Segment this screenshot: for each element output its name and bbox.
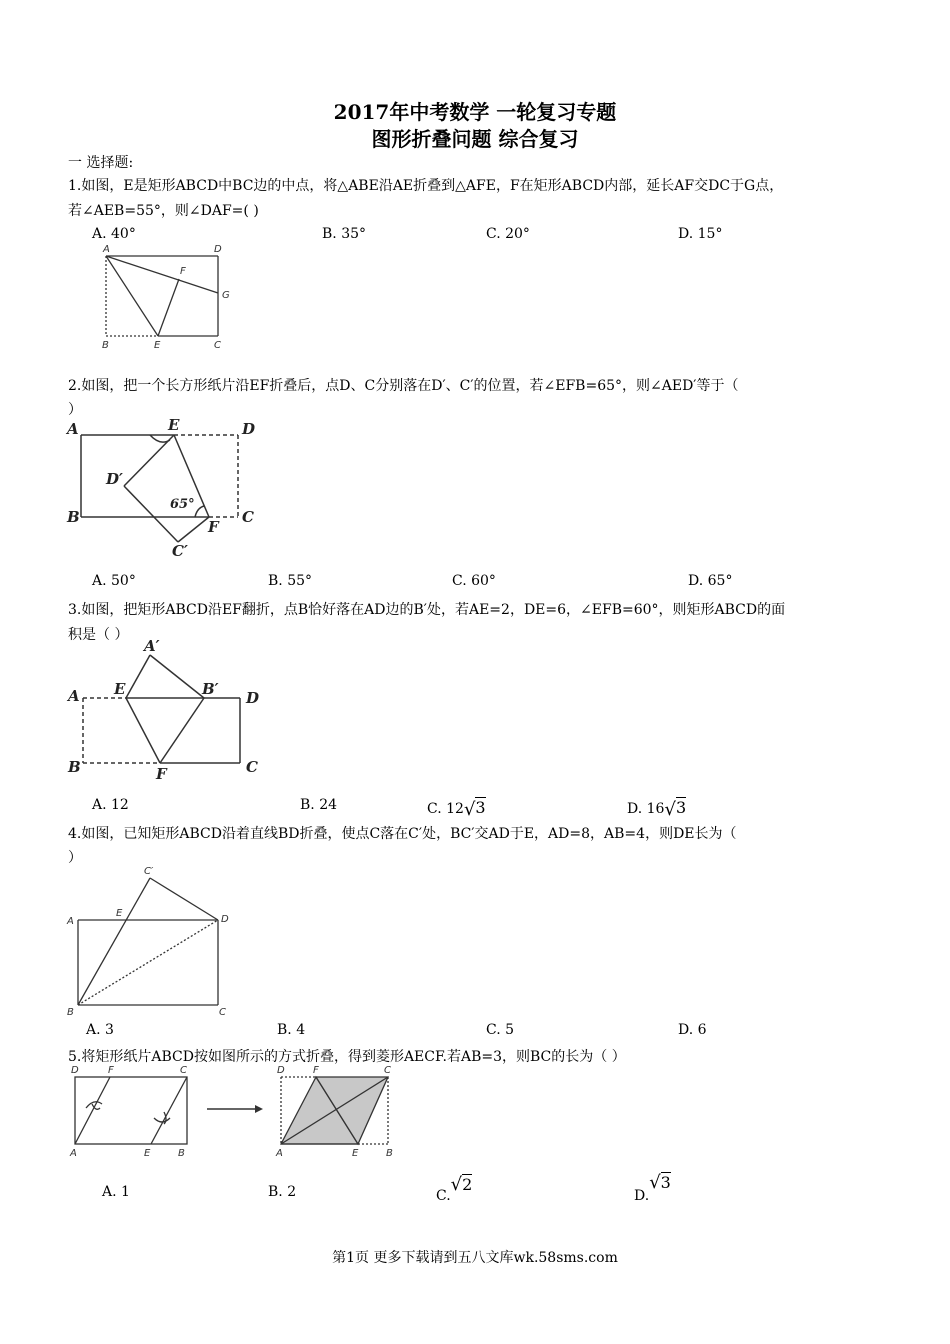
sqrt-sign: √ bbox=[649, 1172, 661, 1193]
q1-figure bbox=[96, 240, 246, 355]
q5-left-label-f: F bbox=[108, 1065, 114, 1076]
q3-figure bbox=[64, 637, 274, 782]
q1-label-b: B bbox=[102, 340, 109, 351]
q4-option-a: A. 3 bbox=[86, 1022, 114, 1038]
q1-option-a: A. 40° bbox=[92, 226, 136, 242]
q1-label-a: A bbox=[103, 244, 110, 255]
q5-option-c-radicand: 2 bbox=[462, 1175, 473, 1194]
sqrt-sign: √ bbox=[664, 799, 676, 820]
q4-text-line1: 4.如图，已知矩形ABCD沿着直线BD折叠，使点C落在C′处，BC′交AD于E，AD=8，AB=4，则DE长为（ bbox=[68, 826, 737, 842]
q5-figure-left bbox=[64, 1062, 204, 1162]
q2-label-e: E bbox=[168, 416, 180, 434]
q2-option-b: B. 55° bbox=[268, 573, 313, 589]
q5-option-c-label: C. bbox=[436, 1188, 451, 1204]
q5-option-b: B. 2 bbox=[268, 1184, 297, 1200]
q5-left-label-c: C bbox=[180, 1065, 187, 1076]
q1-label-c: C bbox=[214, 340, 221, 351]
q5-left-label-d: D bbox=[71, 1065, 79, 1076]
q2-label-b: B bbox=[67, 508, 80, 526]
q4-figure bbox=[64, 860, 244, 1020]
q5-left-label-e: E bbox=[144, 1148, 151, 1159]
q5-right-label-f: F bbox=[313, 1065, 319, 1076]
q1-option-b: B. 35° bbox=[322, 226, 367, 242]
q4-text-line2: ） bbox=[68, 850, 82, 866]
q3-text-line1: 3.如图，把矩形ABCD沿EF翻折，点B恰好落在AD边的B′处，若AE=2，DE=6，∠EFB=60°，则矩形ABCD的面 bbox=[68, 602, 786, 618]
q3-label-b-prime: B′ bbox=[202, 680, 219, 698]
q5-text-line1: 5.将矩形纸片ABCD按如图所示的方式折叠，得到菱形AECF.若AB=3，则BC的长为（ ） bbox=[68, 1049, 626, 1065]
q3-text-line2: 积是（ ） bbox=[68, 627, 129, 643]
q2-label-f: F bbox=[208, 518, 219, 536]
q4-option-c: C. 5 bbox=[486, 1022, 515, 1038]
q1-text-line1: 1.如图，E是矩形ABCD中BC边的中点，将△ABE沿AE折叠到△AFE，F在矩形ABCD内部，延长AF交DC于G点， bbox=[68, 178, 784, 194]
q5-option-d-radicand: 3 bbox=[660, 1173, 671, 1192]
q1-text-line2: 若∠AEB=55°，则∠DAF=( ) bbox=[68, 203, 259, 219]
q3-label-a: A bbox=[68, 687, 80, 705]
q3-label-b: B bbox=[68, 758, 81, 776]
q5-right-label-e: E bbox=[352, 1148, 359, 1159]
q2-label-d-prime: D′ bbox=[106, 470, 123, 488]
q5-right-label-a: A bbox=[276, 1148, 283, 1159]
q5-left-label-a: A bbox=[70, 1148, 77, 1159]
q5-left-label-b: B bbox=[178, 1148, 185, 1159]
q3-option-c bbox=[427, 797, 486, 818]
q1-option-d: D. 15° bbox=[678, 226, 723, 242]
sqrt-sign: √ bbox=[450, 1174, 463, 1195]
q2-label-a: A bbox=[67, 420, 79, 438]
q5-figure-right bbox=[268, 1062, 408, 1162]
q3-label-f: F bbox=[156, 765, 167, 783]
q3-option-d-label: D. 16 bbox=[627, 801, 665, 817]
q2-label-c: C bbox=[242, 508, 254, 526]
q3-option-a: A. 12 bbox=[92, 797, 129, 813]
q5-option-c bbox=[436, 1174, 473, 1204]
q4-label-c: C bbox=[219, 1007, 226, 1018]
q4-option-b: B. 4 bbox=[277, 1022, 306, 1038]
q1-label-e: E bbox=[154, 340, 161, 351]
doc-title-line2: 图形折叠问题 综合复习 bbox=[371, 127, 579, 151]
q4-label-a: A bbox=[67, 916, 74, 927]
q1-label-d: D bbox=[214, 244, 222, 255]
q3-label-e: E bbox=[114, 680, 126, 698]
q5-option-a: A. 1 bbox=[102, 1184, 130, 1200]
q3-option-b: B. 24 bbox=[300, 797, 338, 813]
q2-label-c-prime: C′ bbox=[172, 542, 188, 560]
q1-option-c: C. 20° bbox=[486, 226, 530, 242]
q1-label-f: F bbox=[180, 266, 186, 277]
q3-option-d-radicand: 3 bbox=[675, 798, 687, 817]
q5-option-d bbox=[634, 1172, 671, 1204]
q5-right-label-c: C bbox=[384, 1065, 391, 1076]
q3-label-d: D bbox=[246, 689, 260, 707]
q5-arrow bbox=[205, 1100, 265, 1120]
q4-option-d: D. 6 bbox=[678, 1022, 707, 1038]
q3-option-c-label: C. 12 bbox=[427, 801, 464, 817]
doc-title-line1: 2017年中考数学 一轮复习专题 bbox=[333, 100, 617, 124]
section-heading: 一 选择题: bbox=[68, 155, 134, 171]
q4-label-e: E bbox=[116, 908, 123, 919]
q4-label-b: B bbox=[67, 1007, 74, 1018]
page-footer: 第1页 更多下载请到五八文库wk.58sms.com bbox=[332, 1250, 618, 1266]
q3-option-c-radicand: 3 bbox=[475, 798, 486, 817]
q2-option-c: C. 60° bbox=[452, 573, 496, 589]
q1-label-g: G bbox=[222, 290, 230, 301]
q2-option-d: D. 65° bbox=[688, 573, 733, 589]
q2-text-line2: ） bbox=[68, 402, 82, 418]
sqrt-sign: √ bbox=[463, 799, 476, 820]
q5-right-label-b: B bbox=[386, 1148, 393, 1159]
q2-option-a: A. 50° bbox=[92, 573, 136, 589]
q3-label-a-prime: A′ bbox=[144, 637, 160, 655]
q2-label-angle: 65° bbox=[170, 497, 195, 512]
q2-text-line1: 2.如图，把一个长方形纸片沿EF折叠后，点D、C分别落在D′、C′的位置，若∠EFB=65°，则∠AED′等于（ bbox=[68, 378, 739, 394]
q3-label-c: C bbox=[246, 758, 258, 776]
q2-figure bbox=[64, 418, 264, 568]
q4-label-c-prime: C′ bbox=[144, 866, 154, 877]
q5-option-d-label: D. bbox=[634, 1188, 650, 1204]
q2-label-d: D bbox=[242, 420, 256, 438]
q4-label-d: D bbox=[221, 914, 229, 925]
q3-option-d bbox=[627, 797, 686, 818]
q5-right-label-d: D bbox=[277, 1065, 285, 1076]
